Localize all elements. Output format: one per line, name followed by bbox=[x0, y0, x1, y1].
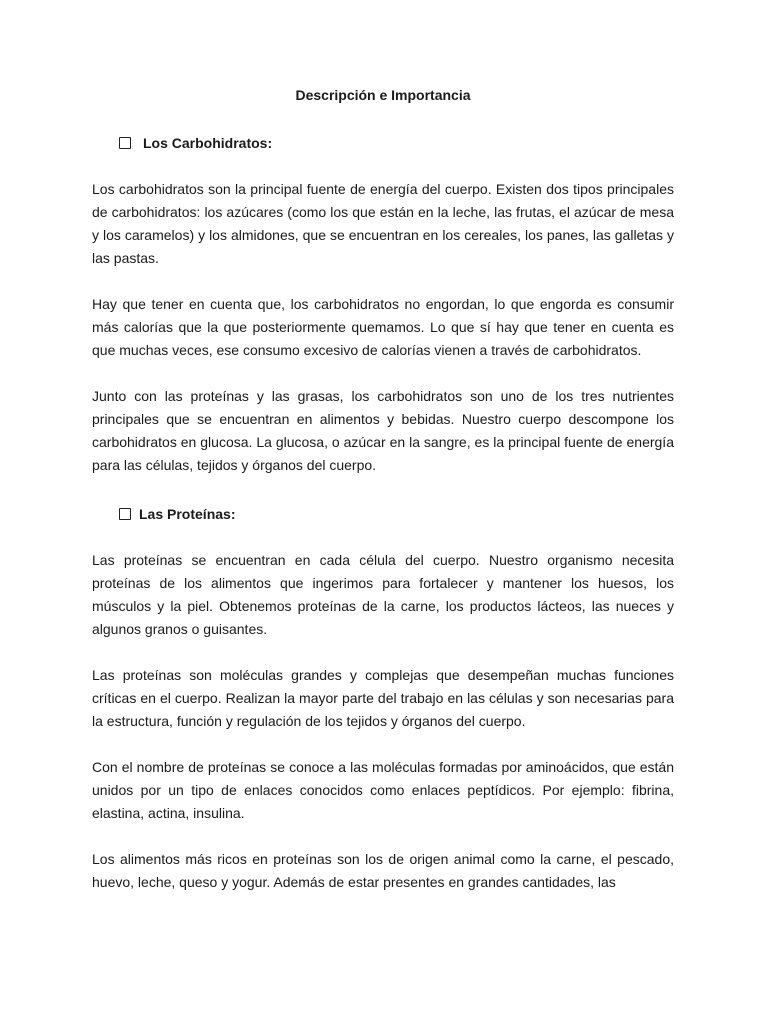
paragraph: Junto con las proteínas y las grasas, los carbohidratos son uno de los tres nutrientes principales que se encuentran en alimentos y bebidas. Nuestro cuerpo descompone los carbohidratos en glucosa. La glucosa, o azúcar en la sangre, es la principal fuente de energía para las células, tejidos y órganos del cuerpo. bbox=[92, 388, 674, 473]
checkbox-bullet-icon bbox=[119, 508, 131, 520]
checkbox-bullet-icon bbox=[119, 137, 131, 149]
paragraph: Con el nombre de proteínas se conoce a las moléculas formadas por aminoácidos, que están unidos por un tipo de enlaces conocidos como enlaces peptídicos. Por ejemplo: fibrina, elastina, actina, insulina. bbox=[92, 759, 674, 821]
section-heading-carbohidratos bbox=[119, 134, 272, 152]
paragraph: Hay que tener en cuenta que, los carbohidratos no engordan, lo que engorda es consumir más calorías que la que posteriormente quemamos. Lo que sí hay que tener en cuenta es que muchas veces, ese consumo excesivo de calorías vienen a través de carbohidratos. bbox=[92, 296, 674, 358]
paragraph: Los alimentos más ricos en proteínas son los de origen animal como la carne, el pescado, huevo, leche, queso y yogur. Además de estar presentes en grandes cantidades, las bbox=[92, 851, 674, 890]
document-title: Descripción e Importancia bbox=[295, 87, 471, 103]
paragraph: Las proteínas se encuentran en cada célula del cuerpo. Nuestro organismo necesita proteínas de los alimentos que ingerimos para fortalecer y mantener los huesos, los músculos y la piel. Obtenemos proteínas de la carne, los productos lácteos, las nueces y algunos granos o guisantes. bbox=[92, 552, 674, 637]
section-heading-label: Los Carbohidratos: bbox=[143, 135, 273, 151]
paragraph: Los carbohidratos son la principal fuente de energía del cuerpo. Existen dos tipos principales de carbohidratos: los azúcares (como los que están en la leche, las frutas, el azúcar de mesa y los caramelos) y los almidones, que se encuentran en los cereales, los panes, las galletas y las pastas. bbox=[92, 181, 674, 266]
section-heading-proteinas bbox=[119, 505, 235, 523]
paragraph: Las proteínas son moléculas grandes y complejas que desempeñan muchas funciones críticas en el cuerpo. Realizan la mayor parte del trabajo en las células y son necesarias para la estructura, función y regulación de los tejidos y órganos del cuerpo. bbox=[92, 667, 674, 729]
section-heading-label: Las Proteínas: bbox=[139, 506, 236, 522]
